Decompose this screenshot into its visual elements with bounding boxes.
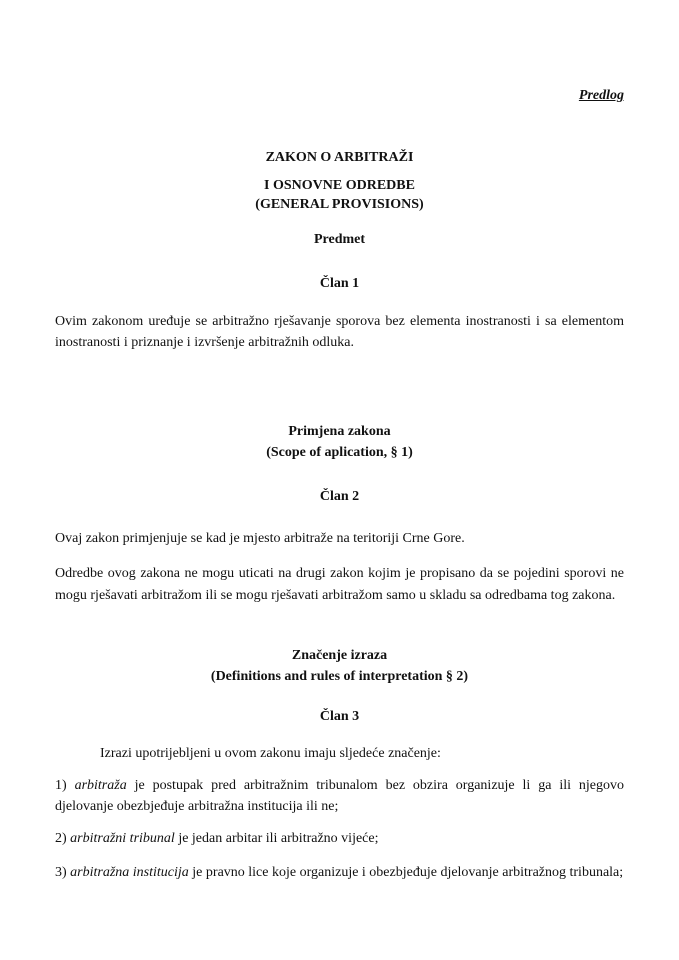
item-number: 2) — [55, 831, 67, 846]
section-heading — [55, 421, 624, 463]
item-term: arbitražni tribunal — [70, 831, 175, 846]
definition-item — [55, 776, 624, 817]
paragraph: Izrazi upotrijebljeni u ovom zakonu imaju sljedeće značenje: — [100, 746, 441, 761]
section-title: Značenje izraza — [291, 648, 388, 663]
item-number: 1) — [55, 778, 67, 793]
item-term: arbitražna institucija — [70, 865, 189, 880]
section-heading: Predmet — [313, 232, 366, 247]
article-number: Član 1 — [319, 276, 360, 291]
law-title: ZAKON O ARBITRAŽI — [265, 150, 414, 165]
paragraph: Ovaj zakon primjenjuje se kad je mjesto arbitraže na teritoriji Crne Gore. — [55, 531, 465, 546]
chapter-subtitle: (GENERAL PROVISIONS) — [255, 197, 424, 212]
chapter-title: I OSNOVNE ODREDBE — [264, 178, 415, 193]
article-number: Član 2 — [319, 489, 360, 504]
definition-item — [55, 829, 624, 850]
section-subtitle: (Definitions and rules of interpretation § 2) — [210, 669, 469, 684]
section-title: Primjena zakona — [288, 424, 391, 439]
section-subtitle: (Scope of aplication, § 1) — [266, 445, 413, 460]
item-text: je pravno lice koje organizuje i obezbjeđuje djelovanje arbitražnog tribunala; — [192, 865, 624, 880]
item-text: je jedan arbitar ili arbitražno vijeće; — [178, 831, 379, 846]
draft-label: Predlog — [578, 88, 624, 103]
paragraph: Odredbe ovog zakona ne mogu uticati na drugi zakon kojim je propisano da se pojedini sporovi ne mogu rješavati arbitražom ili se mogu rješavati arbitražom samo u skladu sa odredbama tog zakona. — [55, 566, 624, 603]
paragraph: Ovim zakonom uređuje se arbitražno rješavanje sporova bez elementa inostranosti i sa elementom inostranosti i priznanje i izvršenje arbitražnih odluka. — [55, 314, 624, 350]
section-heading — [55, 645, 624, 687]
definition-item — [55, 863, 624, 884]
item-text: je postupak pred arbitražnim tribunalom bez obzira organizuje li ga ili njegovo djelovanje obezbjeđuje arbitražna institucija ili ne; — [55, 778, 625, 814]
item-number: 3) — [55, 865, 67, 880]
item-term: arbitraža — [74, 778, 127, 793]
chapter-heading — [55, 176, 624, 214]
article-number: Član 3 — [319, 709, 360, 724]
